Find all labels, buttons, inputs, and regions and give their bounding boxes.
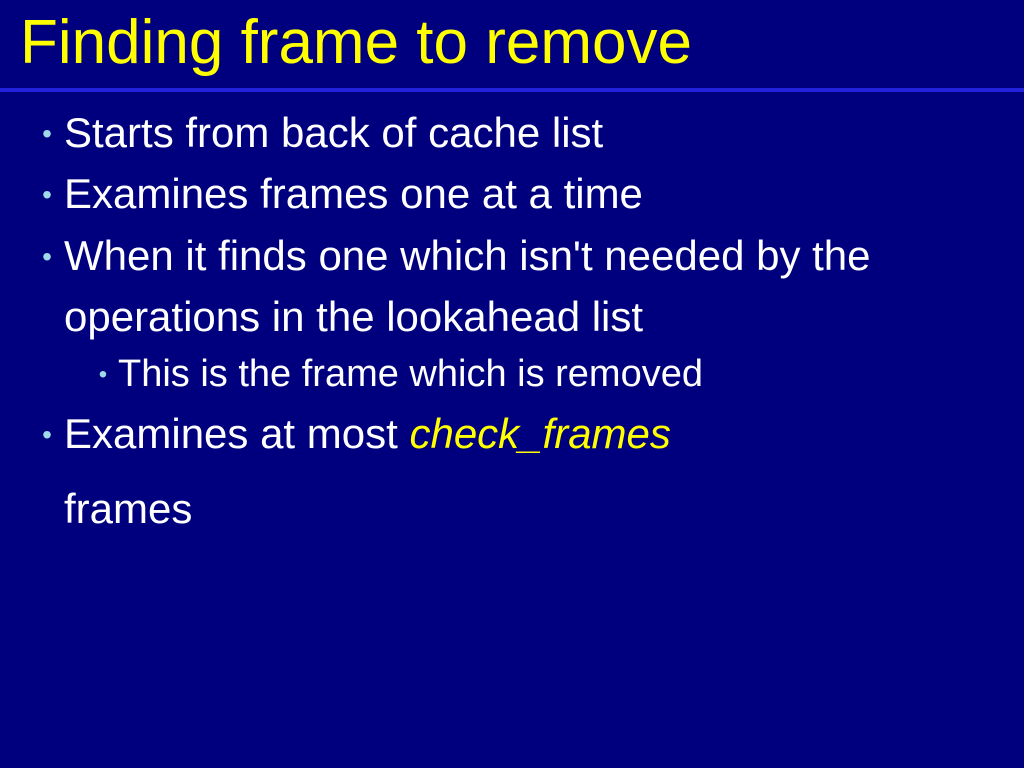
title-divider [0, 88, 1024, 92]
page-title: Finding frame to remove [20, 8, 692, 77]
list-item-sub [30, 347, 1000, 402]
list-item [30, 225, 1000, 348]
bullet-icon: • [42, 118, 52, 149]
emphasis-term: check_frames [409, 409, 671, 457]
list-item-continuation: frames [64, 485, 193, 533]
list-item [30, 403, 1000, 464]
list-item-label-mixed [64, 403, 1000, 464]
list-item-label: When it finds one which isn't needed by the operations in the lookahead list [64, 231, 871, 340]
list-item-text-before: Examines at most [64, 409, 410, 457]
list-item-label: Starts from back of cache list [64, 109, 604, 156]
bullet-icon: • [98, 361, 108, 389]
bullet-icon: • [42, 179, 52, 211]
slide-body [30, 102, 1000, 539]
list-item-label: Examines frames one at a time [64, 170, 643, 218]
bullet-icon: • [42, 240, 52, 272]
bullet-icon: • [42, 418, 52, 450]
list-item-sub-label: This is the frame which is removed [118, 353, 703, 396]
list-item [30, 163, 1000, 224]
list-item [30, 102, 1000, 163]
